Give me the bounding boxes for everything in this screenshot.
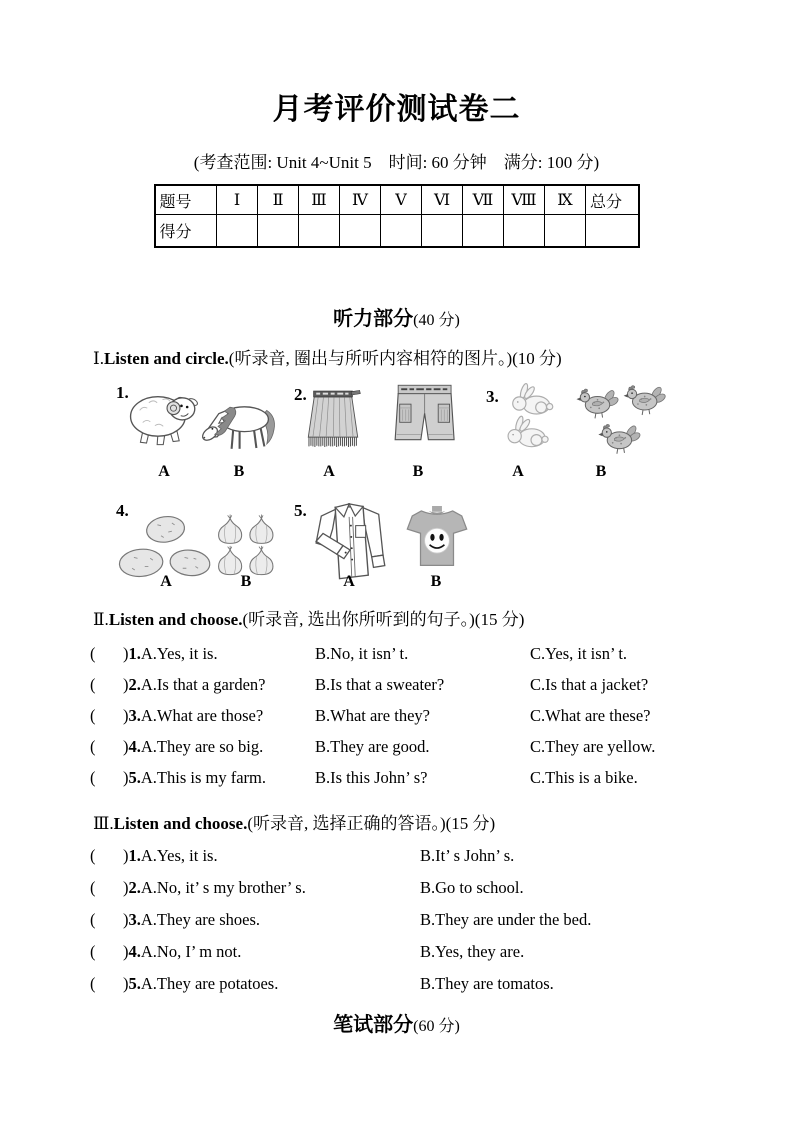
score-table-cell: Ⅵ — [422, 185, 463, 215]
option-b-text: B.No, it isn’ t. — [315, 644, 409, 663]
option-label: B — [412, 463, 424, 480]
section3-title: Listen and choose. — [113, 814, 248, 833]
option-a-text: A.No, I’ m not. — [140, 942, 242, 961]
section2-instructions: (听录音, 选出你所听到的句子。)(15 分) — [242, 610, 525, 629]
answer-paren-open: ( — [90, 846, 96, 865]
section1-number: Ⅰ. — [93, 349, 104, 368]
option-a-text: A.They are potatoes. — [140, 974, 279, 993]
page-title: 月考评价测试卷二 — [272, 93, 521, 126]
answer-paren-open: ( — [90, 644, 96, 663]
question-number: 3. — [486, 387, 499, 406]
question-number: 1. — [116, 383, 129, 402]
answer-paren-close: ) — [123, 737, 129, 756]
score-blank-cell — [463, 215, 504, 248]
option-a-text: A.They are so big. — [140, 737, 264, 756]
option-b-text: B.They are tomatos. — [420, 974, 554, 993]
section2-items — [0, 644, 793, 799]
answer-paren-open: ( — [90, 768, 96, 787]
score-label-cell: 得分 — [155, 215, 217, 248]
written-part-score: (60 分) — [413, 1018, 460, 1035]
choice-a — [123, 644, 315, 664]
option-b-text: B.Yes, they are. — [420, 942, 525, 961]
option-c-text: C.This is a bike. — [530, 768, 638, 787]
option-label: B — [233, 463, 245, 480]
score-table-cell: 总分 — [586, 185, 639, 215]
option-b-text: B.Is that a sweater? — [315, 675, 445, 694]
item-number: 1. — [128, 644, 141, 663]
question-number: 5. — [294, 501, 307, 520]
score-blank-cell — [381, 215, 422, 248]
option-a-text: A.No, it’ s my brother’ s. — [140, 878, 306, 897]
choice-a — [123, 974, 420, 994]
choice-row — [90, 942, 793, 974]
score-blank-cell — [422, 215, 463, 248]
answer-paren-close: ) — [123, 974, 129, 993]
item-number: 1. — [128, 846, 141, 865]
option-b-text: B.Go to school. — [420, 878, 524, 897]
choice-row — [90, 706, 793, 737]
t-shirt-image — [404, 503, 470, 575]
choice-a — [123, 675, 315, 695]
choice-row — [90, 768, 793, 799]
hens-image — [570, 383, 668, 463]
picture-question-row-1 — [0, 379, 793, 483]
score-table — [154, 184, 640, 248]
choice-a — [123, 910, 420, 930]
answer-paren-close: ) — [123, 910, 129, 929]
horse-image — [198, 387, 286, 453]
section2-heading — [93, 605, 793, 630]
section2-title: Listen and choose. — [108, 610, 243, 629]
rabbits-image — [496, 379, 566, 463]
choice-a — [123, 706, 315, 726]
choice-row — [90, 974, 793, 1006]
option-label: B — [430, 573, 442, 590]
section3-heading — [93, 809, 793, 834]
section3-number: Ⅲ. — [93, 814, 114, 833]
page-subtitle: (考查范围: Unit 4~Unit 5 时间: 60 分钟 满分: 100 分) — [193, 153, 600, 172]
choice-row — [90, 846, 793, 878]
answer-paren-open: ( — [90, 878, 96, 897]
option-a-text: A.This is my farm. — [140, 768, 266, 787]
written-part-title: 笔试部分 — [333, 1014, 414, 1036]
section2-number: Ⅱ. — [93, 610, 109, 629]
answer-paren-close: ) — [123, 942, 129, 961]
choice-a — [123, 768, 315, 788]
option-label: A — [160, 573, 172, 590]
question-number: 4. — [116, 501, 129, 520]
listening-part-heading — [0, 302, 793, 331]
score-table-cell: 题号 — [155, 185, 217, 215]
section3-items — [0, 846, 793, 1006]
listening-part-title: 听力部分 — [333, 308, 414, 330]
choice-a — [123, 878, 420, 898]
option-label: A — [158, 463, 170, 480]
option-a-text: A.Yes, it is. — [140, 846, 218, 865]
option-c-text: C.They are yellow. — [530, 737, 656, 756]
option-c-text: C.What are these? — [530, 706, 651, 725]
answer-paren-close: ) — [123, 706, 129, 725]
score-table-cell: Ⅷ — [504, 185, 545, 215]
score-blank-cell — [299, 215, 340, 248]
sheep-image — [126, 383, 202, 453]
choice-row — [90, 737, 793, 768]
answer-paren-close: ) — [123, 768, 129, 787]
option-label: A — [323, 463, 335, 480]
choice-row — [90, 644, 793, 675]
score-table-cell: Ⅱ — [258, 185, 299, 215]
answer-paren-open: ( — [90, 675, 96, 694]
item-number: 5. — [128, 974, 141, 993]
written-part-heading — [0, 1008, 793, 1037]
choice-row — [90, 878, 793, 910]
score-table-header-row — [155, 185, 639, 215]
score-blank-cell — [258, 215, 299, 248]
score-table-cell: Ⅶ — [463, 185, 504, 215]
score-blank-cell — [545, 215, 586, 248]
score-table-score-row — [155, 215, 639, 248]
score-table-cell: Ⅳ — [340, 185, 381, 215]
option-c-text: C.Is that a jacket? — [530, 675, 649, 694]
option-a-text: A.What are those? — [140, 706, 264, 725]
option-a-text: A.Is that a garden? — [140, 675, 266, 694]
score-blank-cell — [504, 215, 545, 248]
section1-title: Listen and circle. — [103, 349, 229, 368]
item-number: 3. — [128, 706, 141, 725]
section3-instructions: (听录音, 选择正确的答语。)(15 分) — [247, 814, 496, 833]
option-label: A — [512, 463, 524, 480]
option-b-text: B.They are good. — [315, 737, 430, 756]
item-number: 4. — [128, 737, 141, 756]
option-label: A — [343, 573, 355, 590]
option-label: B — [595, 463, 607, 480]
answer-paren-open: ( — [90, 942, 96, 961]
score-table-cell: Ⅸ — [545, 185, 586, 215]
answer-paren-close: ) — [123, 644, 129, 663]
question-number: 2. — [294, 385, 307, 404]
score-blank-cell — [340, 215, 381, 248]
score-table-cell: Ⅰ — [217, 185, 258, 215]
answer-paren-close: ) — [123, 675, 129, 694]
item-number: 4. — [128, 942, 141, 961]
section1-instructions: (听录音, 圈出与所听内容相符的图片。)(10 分) — [228, 349, 562, 368]
answer-paren-open: ( — [90, 910, 96, 929]
answer-paren-open: ( — [90, 974, 96, 993]
choice-row — [90, 910, 793, 942]
item-number: 2. — [128, 878, 141, 897]
option-b-text: B.Is this John’ s? — [315, 768, 428, 787]
option-b-text: B.They are under the bed. — [420, 910, 592, 929]
score-blank-cell — [217, 215, 258, 248]
score-table-cell: Ⅴ — [381, 185, 422, 215]
option-label: B — [240, 573, 252, 590]
choice-a — [123, 737, 315, 757]
option-a-text: A.Yes, it is. — [140, 644, 218, 663]
choice-a — [123, 846, 420, 866]
item-number: 5. — [128, 768, 141, 787]
section1-heading — [93, 344, 793, 369]
answer-paren-close: ) — [123, 846, 129, 865]
answer-paren-open: ( — [90, 706, 96, 725]
score-table-cell: Ⅲ — [299, 185, 340, 215]
option-c-text: C.Yes, it isn’ t. — [530, 644, 628, 663]
score-blank-cell — [586, 215, 639, 248]
shorts-image — [388, 383, 462, 451]
item-number: 3. — [128, 910, 141, 929]
listening-part-score: (40 分) — [413, 312, 460, 329]
answer-paren-open: ( — [90, 737, 96, 756]
option-b-text: B.What are they? — [315, 706, 430, 725]
item-number: 2. — [128, 675, 141, 694]
option-a-text: A.They are shoes. — [140, 910, 261, 929]
choice-row — [90, 675, 793, 706]
picture-question-row-2 — [0, 497, 793, 599]
option-b-text: B.It’ s John’ s. — [420, 846, 515, 865]
answer-paren-close: ) — [123, 878, 129, 897]
skirt-image — [305, 379, 361, 463]
choice-a — [123, 942, 420, 962]
